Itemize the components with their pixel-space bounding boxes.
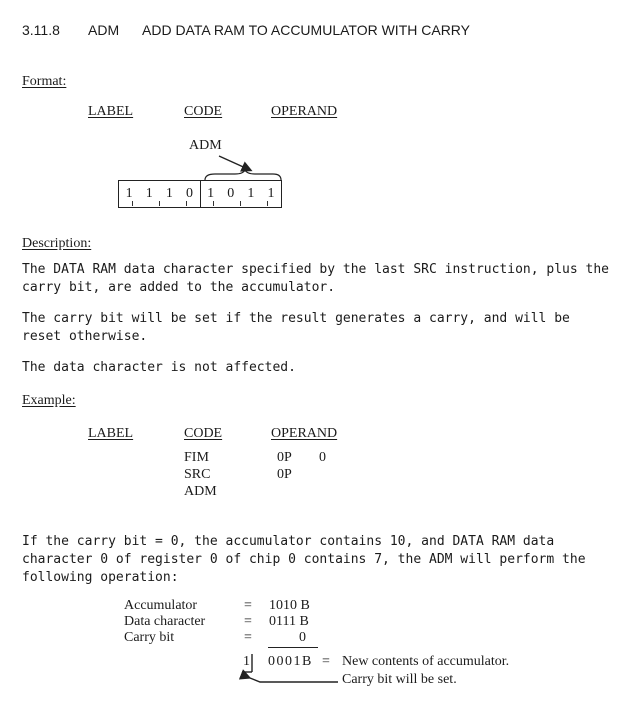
op-eq: =	[244, 614, 252, 629]
op-carry-note: Carry bit will be set.	[342, 672, 457, 687]
example-row-code: ADM	[184, 484, 217, 499]
example-row-operand: 0P	[277, 450, 292, 465]
op-result-note: New contents of accumulator.	[342, 654, 510, 669]
section-mnemonic: ADM	[88, 22, 120, 38]
instruction-bit-box	[118, 180, 282, 208]
arrow-icon	[219, 156, 250, 170]
example-heading: Example:	[22, 393, 76, 408]
example-row-code: SRC	[184, 467, 211, 482]
section-number: 3.11.8	[22, 22, 60, 38]
sum-rule	[268, 647, 318, 648]
example-row-operand2: 0	[319, 450, 326, 465]
format-code-name: ADM	[189, 138, 222, 153]
op-result-value: 0001B	[268, 654, 313, 669]
opa-bit: 1	[247, 186, 255, 201]
op-eq: =	[244, 630, 252, 645]
op-acc-value: 1010 B	[269, 598, 310, 613]
opa-bit: 0	[227, 186, 235, 201]
op-eq: =	[244, 598, 252, 613]
op-data-value: 0111 B	[269, 614, 309, 629]
description-para-2: The carry bit will be set if the result generates a carry, and will be reset otherwise.	[22, 311, 570, 344]
example-col-operand: OPERAND	[271, 426, 338, 441]
example-paragraph: If the carry bit = 0, the accumulator contains 10, and DATA RAM data character 0 of register 0 of chip 0 contains 7, the ADM will perform the following operation:	[22, 534, 586, 585]
opr-bit: 1	[165, 186, 173, 201]
op-carry-value: 0	[299, 630, 306, 645]
format-heading: Format:	[22, 74, 67, 89]
description-para-1: The DATA RAM data character specified by the last SRC instruction, plus the carry bit, are added to the accumulator.	[22, 262, 609, 295]
section-title: ADD DATA RAM TO ACCUMULATOR WITH CARRY	[142, 22, 471, 38]
op-carry-label: Carry bit	[124, 630, 175, 645]
op-acc-label: Accumulator	[124, 598, 198, 613]
opr-bit: 1	[125, 186, 133, 201]
opa-bit: 1	[207, 186, 215, 201]
opr-bit: 1	[145, 186, 153, 201]
opa-nibble	[200, 181, 282, 207]
example-col-code: CODE	[184, 426, 223, 441]
arrow-icon	[250, 678, 338, 682]
description-para-3: The data character is not affected.	[22, 360, 296, 375]
carry-arrow	[230, 650, 340, 686]
opr-nibble	[119, 181, 200, 207]
op-result-eq: =	[322, 654, 330, 669]
description-heading: Description:	[22, 236, 92, 251]
example-row-code: FIM	[184, 450, 209, 465]
opa-bit: 1	[267, 186, 275, 201]
code-arrow-brace	[195, 150, 295, 184]
format-col-operand: OPERAND	[271, 104, 338, 119]
example-col-label: LABEL	[88, 426, 134, 441]
example-row-operand: 0P	[277, 467, 292, 482]
opr-bit: 0	[185, 186, 193, 201]
brace-icon	[205, 170, 281, 180]
op-carry-out: 1	[243, 654, 250, 669]
format-col-code: CODE	[184, 104, 223, 119]
op-data-label: Data character	[124, 614, 206, 629]
format-col-label: LABEL	[88, 104, 134, 119]
